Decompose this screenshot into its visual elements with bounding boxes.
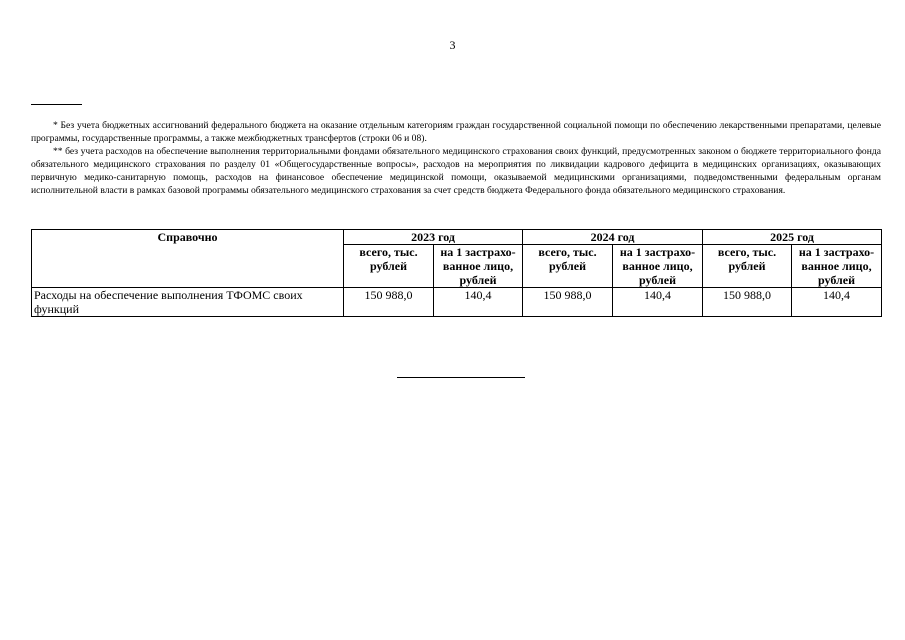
cell-total-2023: 150 988,0 xyxy=(344,288,434,317)
cell-total-2024: 150 988,0 xyxy=(523,288,613,317)
footnote-1: * Без учета бюджетных ассигнований федерального бюджета на оказание отдельным категориям граждан государственной социальной помощи по обеспечению лекарственными препаратами, целевые программы, государственные программы, а также межбюджетных трансфертов (строки 06 и 08). xyxy=(31,120,881,144)
cell-per-person-2023: 140,4 xyxy=(434,288,523,317)
header-label: Справочно xyxy=(32,230,344,288)
reference-table xyxy=(31,229,882,317)
row-label: Расходы на обеспечение выполнения ТФОМС своих функций xyxy=(32,288,344,317)
cell-per-person-2025: 140,4 xyxy=(792,288,882,317)
subheader-per-person-2023: на 1 застрахо-ванное лицо, рублей xyxy=(434,245,523,288)
subheader-per-person-2025: на 1 застрахо-ванное лицо, рублей xyxy=(792,245,882,288)
year-header-2025: 2025 год xyxy=(703,230,882,245)
year-header-2023: 2023 год xyxy=(344,230,523,245)
page-number: 3 xyxy=(449,38,456,52)
footnote-separator xyxy=(31,104,82,105)
subheader-total-2024: всего, тыс. рублей xyxy=(523,245,613,288)
footnote-2: ** без учета расходов на обеспечение выполнения территориальными фондами обязательного медицинского страхования своих функций, предусмотренных законом о бюджете территориального фонда обязательного медицинского страхования по разделу 01 «Общегосударственные вопросы», расходов на мероприятия по ликвидации кадрового дефицита в медицинских организациях, оказывающих первичную медико-санитарную помощь, расходов на финансовое обеспечение медицинской помощи, оказываемой медицинскими организациями, подведомственными федеральным органам исполнительной власти в рамках базовой программы обязательного медицинского страхования за счет средств бюджета Федерального фонда обязательного медицинского страхования. xyxy=(31,146,881,196)
subheader-per-person-2024: на 1 застрахо-ванное лицо, рублей xyxy=(613,245,703,288)
year-header-2024: 2024 год xyxy=(523,230,703,245)
end-separator xyxy=(397,377,525,378)
footnotes xyxy=(31,119,881,197)
table-row xyxy=(32,288,882,317)
cell-total-2025: 150 988,0 xyxy=(703,288,792,317)
cell-per-person-2024: 140,4 xyxy=(613,288,703,317)
subheader-total-2025: всего, тыс. рублей xyxy=(703,245,792,288)
subheader-total-2023: всего, тыс. рублей xyxy=(344,245,434,288)
